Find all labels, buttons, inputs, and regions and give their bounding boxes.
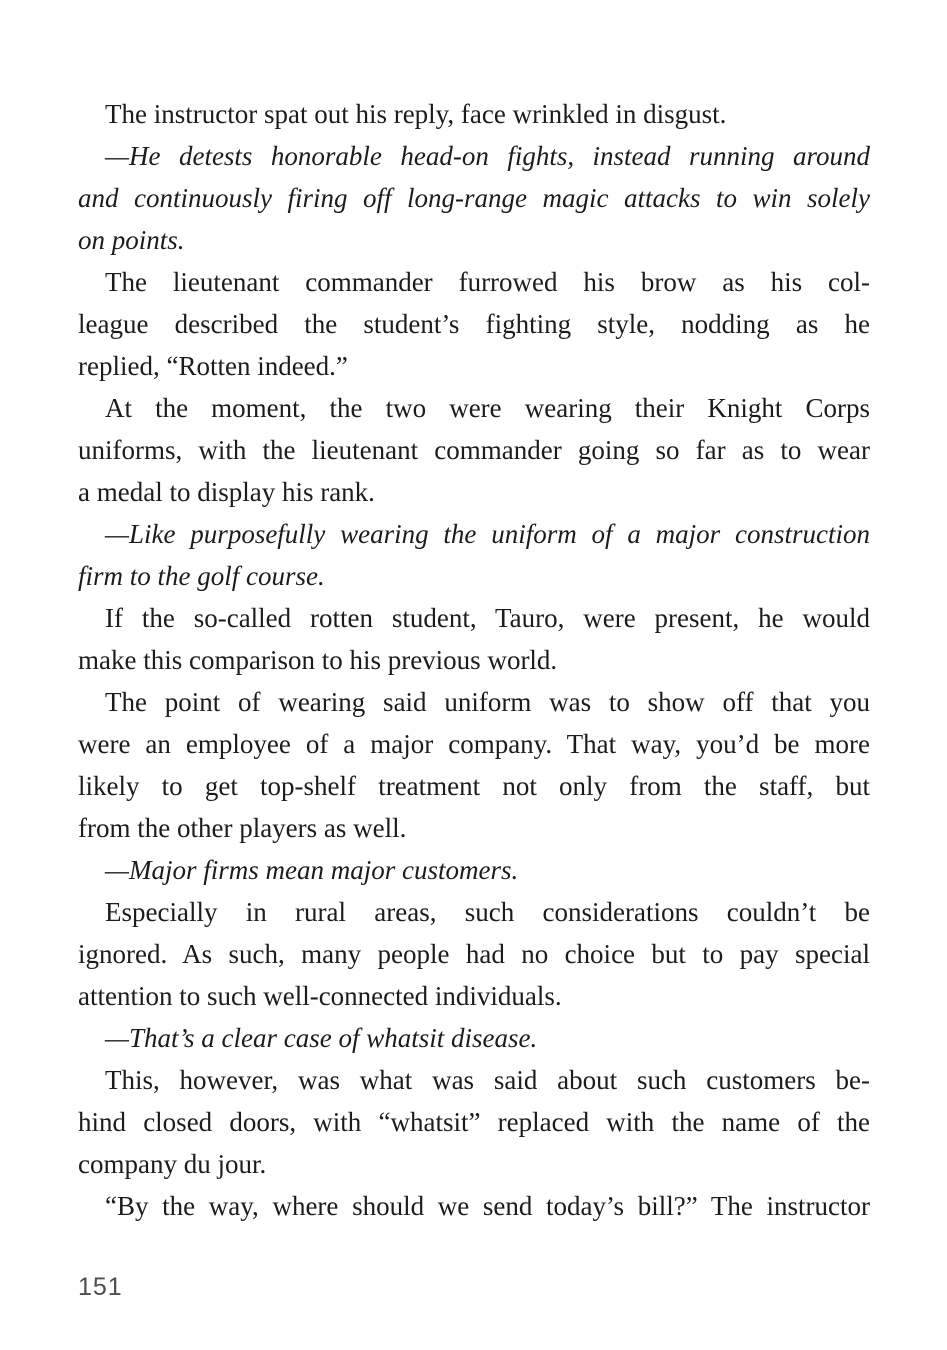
text-line: This, however, was what was said about such customers be- (105, 1065, 870, 1095)
text-line: —He detests honorable head-on fights, instead running around (105, 141, 870, 171)
paragraph (78, 1059, 870, 1185)
text-line: from the other players as well. (78, 813, 407, 843)
paragraph (78, 261, 870, 387)
text-line: likely to get top-shelf treatment not only from the staff, but (78, 771, 870, 801)
paragraph (78, 597, 870, 681)
body-text (78, 93, 870, 1227)
paragraph (78, 681, 870, 849)
paragraph (78, 135, 870, 261)
text-line: “By the way, where should we send today’s bill?” The instructor (105, 1191, 870, 1221)
text-line: Especially in rural areas, such considerations couldn’t be (105, 897, 870, 927)
text-line: replied, “Rotten indeed.” (78, 351, 348, 381)
text-line: —That’s a clear case of whatsit disease. (105, 1023, 538, 1053)
text-line: were an employee of a major company. That way, you’d be more (78, 729, 870, 759)
paragraph (78, 93, 870, 135)
text-line: If the so-called rotten student, Tauro, were present, he would (105, 603, 870, 633)
text-line: uniforms, with the lieutenant commander going so far as to wear (78, 435, 870, 465)
text-line: —Major firms mean major customers. (105, 855, 519, 885)
text-line: The lieutenant commander furrowed his brow as his col- (105, 267, 870, 297)
text-line: a medal to display his rank. (78, 477, 375, 507)
paragraph (78, 891, 870, 1017)
paragraph (78, 849, 870, 891)
text-line: hind closed doors, with “whatsit” replaced with the name of the (78, 1107, 870, 1137)
text-line: firm to the golf course. (78, 561, 325, 591)
page-number: 151 (78, 1273, 123, 1301)
text-line: attention to such well-connected individuals. (78, 981, 562, 1011)
text-line: The instructor spat out his reply, face wrinkled in disgust. (105, 99, 727, 129)
text-line: company du jour. (78, 1149, 267, 1179)
text-line: The point of wearing said uniform was to show off that you (105, 687, 870, 717)
text-line: on points. (78, 225, 185, 255)
text-line: league described the student’s fighting style, nodding as he (78, 309, 870, 339)
paragraph (78, 387, 870, 513)
paragraph (78, 1017, 870, 1059)
text-line: ignored. As such, many people had no choice but to pay special (78, 939, 870, 969)
text-line: make this comparison to his previous world. (78, 645, 558, 675)
paragraph (78, 1185, 870, 1227)
paragraph (78, 513, 870, 597)
text-line: —Like purposefully wearing the uniform of a major construction (105, 519, 870, 549)
text-line: and continuously firing off long-range magic attacks to win solely (78, 183, 870, 213)
text-line: At the moment, the two were wearing their Knight Corps (105, 393, 870, 423)
